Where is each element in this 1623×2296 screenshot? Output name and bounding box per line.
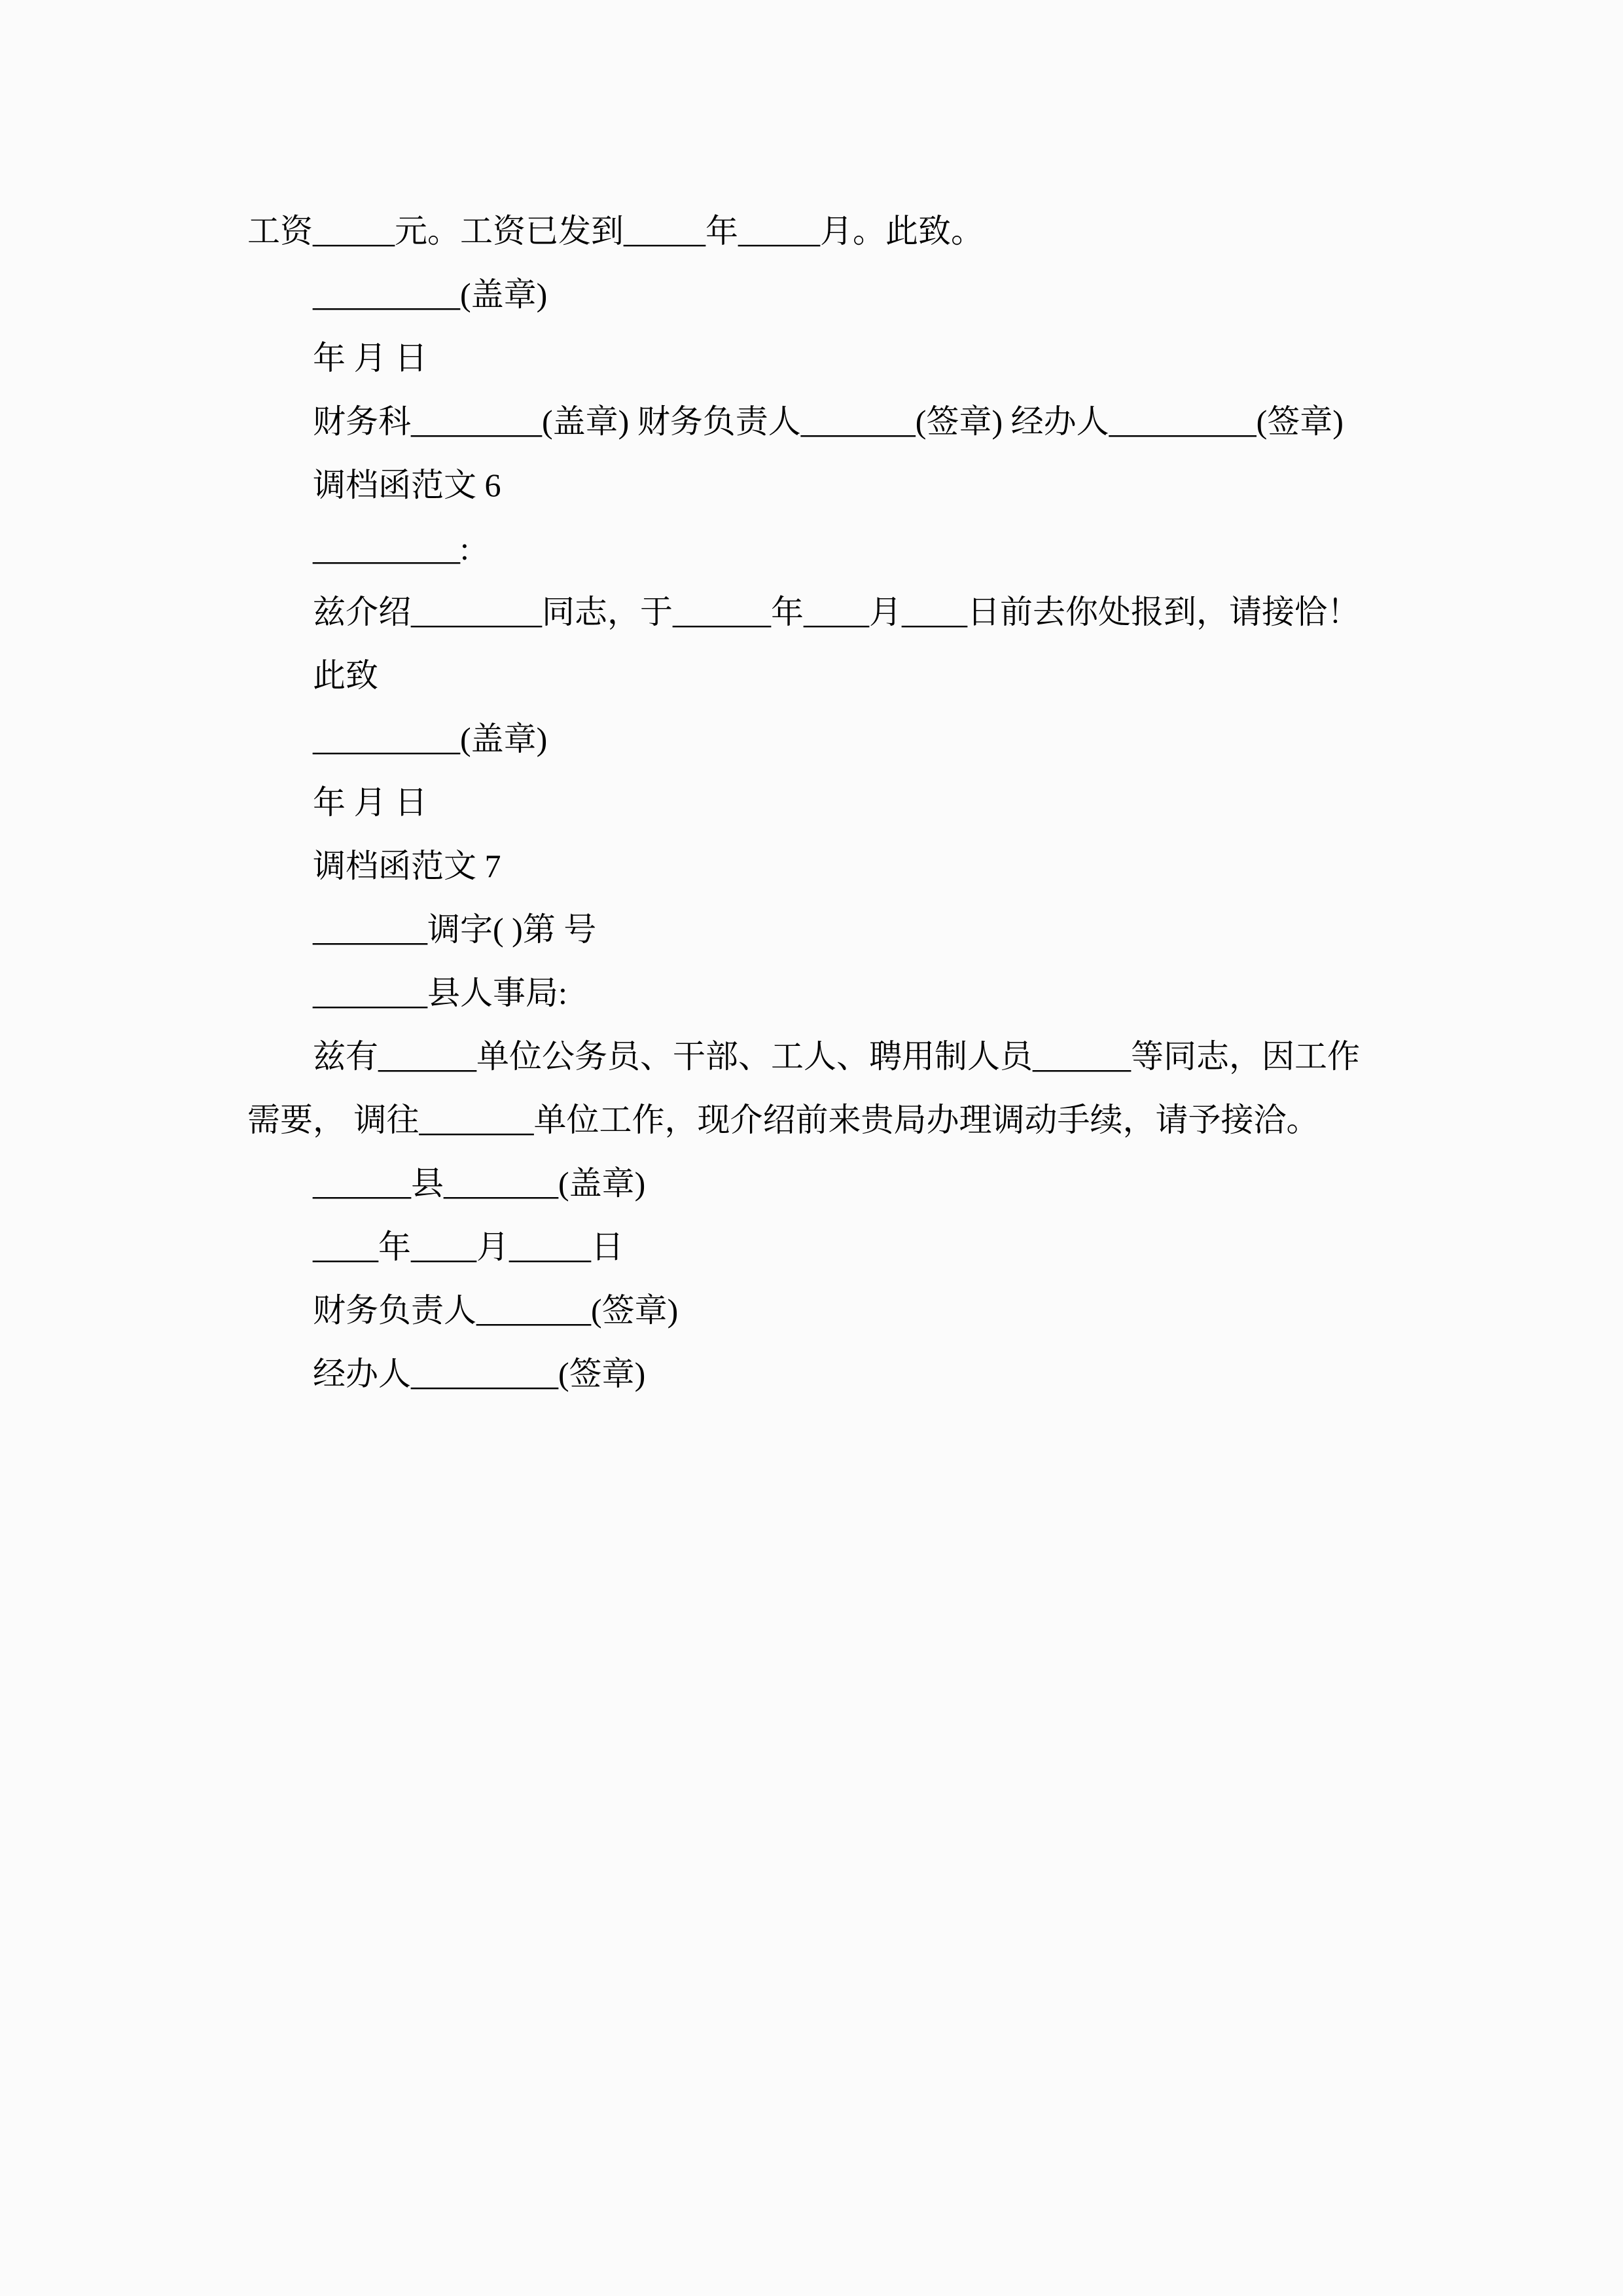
text-line: _________:: [313, 530, 469, 567]
text-line: 经办人_________(签章): [313, 1355, 646, 1392]
text-line: 兹介绍________同志，于______年____月____日前去你处报到，请接恰！: [313, 594, 1360, 630]
text-line: _______县人事局:: [313, 975, 567, 1011]
text-line: 兹有______单位公务员、干部、工人、聘用制人员______等同志，因工作: [313, 1038, 1360, 1075]
text-line: 需要， 调往_______单位工作，现介绍前来贵局办理调动手续，请予接洽。: [247, 1102, 1319, 1138]
text-line: ____年____月_____日: [313, 1229, 624, 1265]
text-line: 此致: [313, 657, 378, 694]
text-line: _________(盖章): [313, 721, 548, 757]
text-line: 调档函范文 7: [313, 848, 501, 884]
text-line: 年 月 日: [313, 784, 427, 821]
document-body: [247, 200, 1409, 1406]
text-line: _______调字( )第 号: [313, 911, 597, 948]
text-line: _________(盖章): [313, 276, 548, 313]
text-line: 调档函范文 6: [313, 467, 501, 503]
text-line: 财务科________(盖章) 财务负责人_______(签章) 经办人_________(签章): [313, 403, 1344, 440]
text-line: 财务负责人_______(签章): [313, 1292, 679, 1329]
text-line: 工资_____元。工资已发到_____年_____月。此致。: [247, 213, 984, 249]
text-line: ______县_______(盖章): [313, 1165, 646, 1202]
text-line: 年 月 日: [313, 340, 427, 376]
